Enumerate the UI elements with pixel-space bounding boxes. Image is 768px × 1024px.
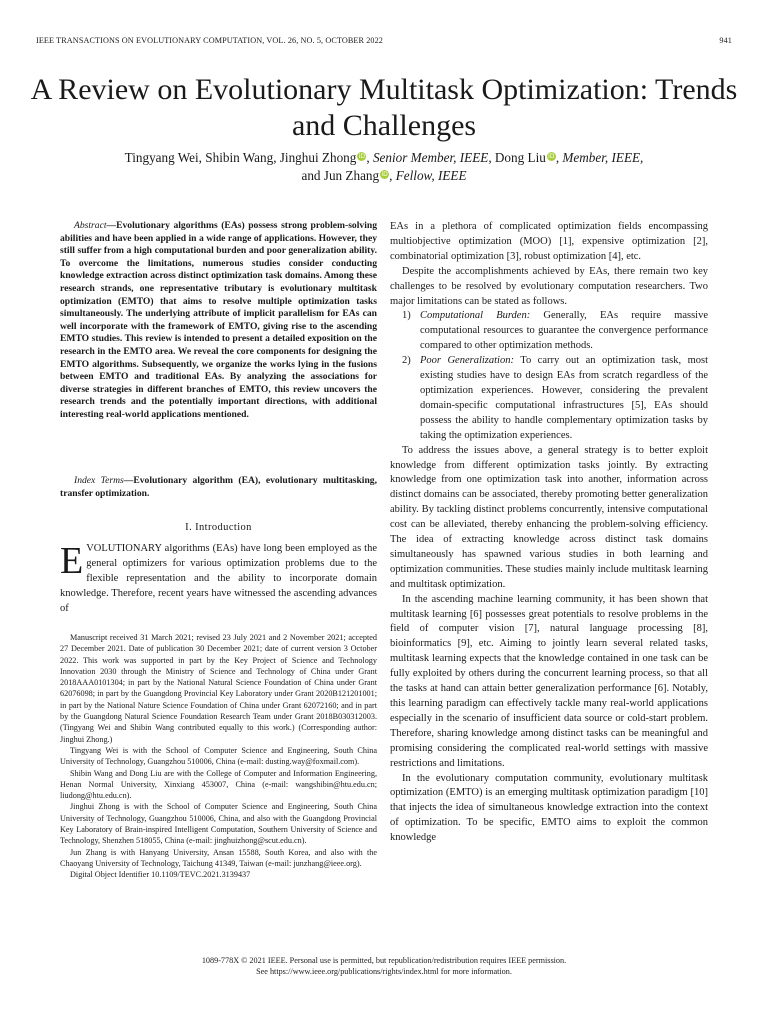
list-item [390, 309, 708, 354]
drop-cap: E [60, 540, 84, 582]
paragraph: To address the issues above, a general strategy is to better exploit knowledge from different optimization tasks jointly. By extracting knowledge from one optimization task into another, information across distinct domains can be associated, thereby promoting better generalization ability. By tackling distinct problems concurrently, intensive computational cost can be alleviated, thereby enhancing the problem-solving efficiency. The idea of extracting knowledge across distinct task domains simultaneously has spawned various studies in both learning and optimization communities. These studies mainly include multitask learning and multitask optimization. [390, 444, 708, 590]
paragraph: EAs in a plethora of complicated optimization fields encompassing multiobjective optimization (MOO) [1], expensive optimization [2], combinatorial optimization [3], robust optimization [4], etc. [390, 221, 708, 262]
orcid-icon[interactable]: iD [548, 153, 555, 160]
intro-text: VOLUTIONARY algorithms (EAs) have long been employed as the general optimizers for various optimization problems due to the flexible representation and the ability to incorporate domain knowledge. Therefore, recent years have witnessed the ascending advances of [60, 543, 377, 614]
copyright-line: 1089-778X © 2021 IEEE. Personal use is permitted, but republication/redistribution requires IEEE permission. [201, 956, 567, 965]
footnote: Manuscript received 31 March 2021; revised 23 July 2021 and 2 November 2021; accepted 27 December 2021. Date of publication 30 December 2021; date of current version 3 October 2022. This work was supported in part by the Key Project of Science and Technology Innovation 2030 through the Ministry of Science and Technology of China under Grant 2018AAA0101304; in part by the National Natural Science Foundation of China under Grant 62076098; in part by the Guangdong Provincial Key Laboratory under Grant 2020B121201001; in part by the National Nature Science Foundation of China under Grant 62072160; and in part by the Guangdong Natural Science Foundation Research Team under Grant 2018B030312003. (Tingyang Wei and Shibin Wang contributed equally to this work.) (Corresponding author: Jinghui Zhong.) [60, 633, 377, 744]
footnote: Tingyang Wei is with the School of Computer Science and Engineering, South China University of Technology, Guangzhou 510006, China (e-mail: dusting.way@foxmail.com). [60, 745, 377, 767]
author-role: Fellow, IEEE [395, 168, 467, 183]
list-item-text: Generally, EAs require massive computational resources to guarantee the convergence performance compared to other optimization methods. [420, 310, 709, 352]
section-heading: I. Introduction [185, 522, 252, 533]
list-item-text: To carry out an optimization task, most existing studies have to design EAs from scratch regardless of the optimization experiences. However, considering the prevalent domain-specific computational infrastructures [5], EAs should possess the ability to handle complementary optimization tasks by taking the optimization experiences. [420, 355, 709, 441]
limitations-list [390, 309, 708, 443]
paragraph: In the evolutionary computation community, evolutionary multitask optimization (EMTO) is an emerging multitask optimization paradigm [10] that injects the idea of simultaneous knowledge extraction into the context of optimization. To be specific, EMTO aims to exploit the common knowledge [390, 772, 708, 844]
author-names: and Jun Zhang [301, 168, 380, 183]
doi[interactable]: Digital Object Identifier 10.1109/TEVC.2021.3139437 [70, 870, 251, 880]
paper-title: A Review on Evolutionary Multitask Optimization: Trends and Challenges [30, 73, 738, 142]
intro-paragraph [60, 542, 377, 617]
author-names: Dong Liu [494, 150, 546, 165]
footnote: Jinghui Zhong is with the School of Computer Science and Engineering, South China University of Technology, Guangzhou 510006, China, and also with the Guangdong Provincial Key Laboratory of Brain-inspired Intelligent Computation, Southern University of Science and Technology, Shenzhen 518055, China (e-mail: jinghuizhong@scut.edu.cn). [60, 802, 377, 846]
running-header [36, 36, 732, 50]
index-terms-label: Index Terms [74, 475, 124, 486]
abstract [60, 220, 377, 422]
author-role: Member, IEEE, [562, 150, 644, 165]
author-list: Tingyang Wei, Shibin Wang, Jinghui Zhong iD, Senior Member, IEEE, Dong Liu iD, Member, IEEE, and Jun Zhang iD, Fellow, IEEE [124, 150, 644, 183]
footnote: Jun Zhang is with Hanyang University, Ansan 15588, South Korea, and also with the Chaoyang University of Technology, Taichung 41349, Taiwan (e-mail: junzhang@ieee.org). [60, 847, 377, 868]
footnote: Shibin Wang and Dong Liu are with the College of Computer and Information Engineering, Henan Normal University, Xinxiang 453007, China (e-mail: wangshibin@htu.edu.cn; liudong@htu.edu.cn). [60, 768, 377, 801]
paragraph: In the ascending machine learning community, it has been shown that multitask learning [6] possesses great potentials to resolve problems in the field of computer vision [7], natural language processing [8], bioinformatics [9], etc. Aiming to jointly learn several related tasks, multitask learning expects that the knowledge contained in one task can be fully exploited by others during the concurrent learning process, so that all the tasks at hand can attain better generalization performance [6]. Notably, this learning paradigm can effectively tackle many real-world applications especially in the scenario of insufficient data source or cold-start problem. Therefore, sharing knowledge among distinct tasks can be meaningful and promising considering the complicated real-world settings with massive restrictions and limitations. [390, 593, 708, 769]
journal-name: IEEE TRANSACTIONS ON EVOLUTIONARY COMPUTATION, VOL. 26, NO. 5, OCTOBER 2022 [36, 36, 384, 45]
list-number: 2) [402, 355, 411, 367]
orcid-icon[interactable]: iD [381, 171, 388, 178]
author-names: Tingyang Wei, Shibin Wang, Jinghui Zhong [124, 150, 357, 165]
list-number: 1) [402, 310, 411, 322]
right-column [390, 220, 708, 846]
list-item [390, 354, 708, 443]
copyright-footer [0, 955, 768, 977]
abstract-label: Abstract [74, 220, 107, 231]
rights-link-line[interactable]: See https://www.ieee.org/publications/rights/index.html for more information. [256, 967, 512, 976]
list-item-title: Computational Burden: [420, 310, 531, 322]
orcid-icon[interactable]: iD [358, 153, 365, 160]
author-role: Senior Member, IEEE [372, 150, 489, 165]
paragraph: Despite the accomplishments achieved by EAs, there remain two key challenges to be resolved by evolutionary computation researchers. Two major limitations can be stated as follows. [390, 265, 708, 307]
index-terms [60, 475, 377, 500]
footnotes [60, 632, 377, 881]
page-number: 941 [719, 36, 732, 45]
abstract-text: —Evolutionary algorithms (EAs) possess strong problem-solving abilities and have been applied in a wide range of applications. However, they still suffer from a high computational burden and poor generalization ability. To overcome the limitations, numerous studies consider conducting knowledge extraction across distinct optimization task domains. Among these research strands, one representative tributary is evolutionary multitask optimization (EMTO) that aims to resolve multiple optimization tasks simultaneously. The underlying attribute of implicit parallelism for EAs can well incorporate with the framework of EMTO, giving rise to the ascending EMTO studies. This review is intended to present a detailed exposition on the research in the EMTO area. We reveal the core components for designing the EMTO algorithms. Subsequently, we organize the works lying in the fusions between EMTO and traditional EAs. By analyzing the associations for diverse strategies in different branches of EMTO, this review uncovers the research trends and the potentially important directions, with additional interesting real-world applications mentioned. [60, 220, 377, 420]
list-item-title: Poor Generalization: [420, 355, 514, 367]
index-terms-text: —Evolutionary algorithm (EA), evolutionary multitasking, transfer optimization. [60, 475, 378, 499]
